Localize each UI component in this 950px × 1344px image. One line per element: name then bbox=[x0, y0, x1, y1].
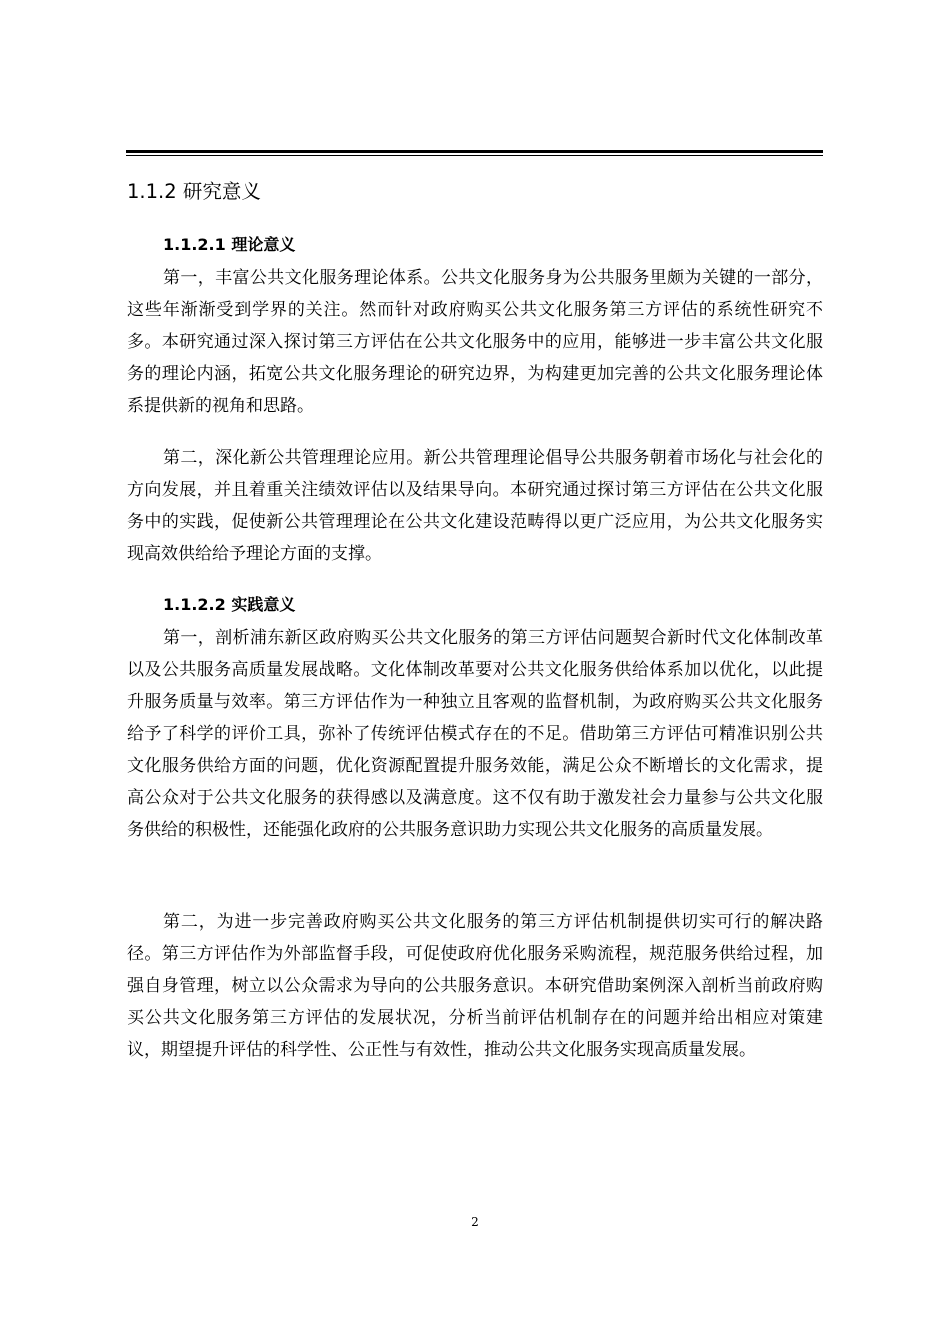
paragraph-theory-2: 第二，深化新公共管理理论应用。新公共管理理论倡导公共服务朝着市场化与社会化的方向发展，并且着重关注绩效评估以及结果导向。本研究通过探讨第三方评估在公共文化服务中的实践，促使新公共管理理论在公共文化建设范畴得以更广泛应用，为公共文化服务实现高效供给给予理论方面的支撑。 bbox=[127, 448, 823, 564]
paragraph-theory-1: 第一，丰富公共文化服务理论体系。公共文化服务身为公共服务里颇为关键的一部分，这些年渐渐受到学界的关注。然而针对政府购买公共文化服务第三方评估的系统性研究不多。本研究通过深入探讨第三方评估在公共文化服务中的应用，能够进一步丰富公共文化服务的理论内涵，拓宽公共文化服务理论的研究边界，为构建更加完善的公共文化服务理论体系提供新的视角和思路。 bbox=[127, 268, 823, 416]
header-rule-thick bbox=[126, 150, 823, 153]
paragraph-practice-2: 第二，为进一步完善政府购买公共文化服务的第三方评估机制提供切实可行的解决路径。第三方评估作为外部监督手段，可促使政府优化服务采购流程，规范服务供给过程，加强自身管理，树立以公众需求为导向的公共服务意识。本研究借助案例深入剖析当前政府购买公共文化服务第三方评估的发展状况，分析当前评估机制存在的问题并给出相应对策建议，期望提升评估的科学性、公正性与有效性，推动公共文化服务实现高质量发展。 bbox=[127, 912, 823, 1060]
subsection-heading-practice: 1.1.2.2 实践意义 bbox=[163, 595, 296, 614]
section-heading: 1.1.2 研究意义 bbox=[127, 180, 261, 203]
paragraph-practice-1: 第一，剖析浦东新区政府购买公共文化服务的第三方评估问题契合新时代文化体制改革以及公共服务高质量发展战略。文化体制改革要对公共文化服务供给体系加以优化，以此提升服务质量与效率。第三方评估作为一种独立且客观的监督机制，为政府购买公共文化服务给予了科学的评价工具，弥补了传统评估模式存在的不足。借助第三方评估可精准识别公共文化服务供给方面的问题，优化资源配置提升服务效能，满足公众不断增长的文化需求，提高公众对于公共文化服务的获得感以及满意度。这不仅有助于激发社会力量参与公共文化服务供给的积极性，还能强化政府的公共服务意识助力实现公共文化服务的高质量发展。 bbox=[127, 628, 823, 840]
subsection-heading-theory: 1.1.2.1 理论意义 bbox=[163, 235, 296, 254]
header-rule-thin bbox=[126, 155, 823, 156]
page-number: 2 bbox=[471, 1215, 479, 1229]
